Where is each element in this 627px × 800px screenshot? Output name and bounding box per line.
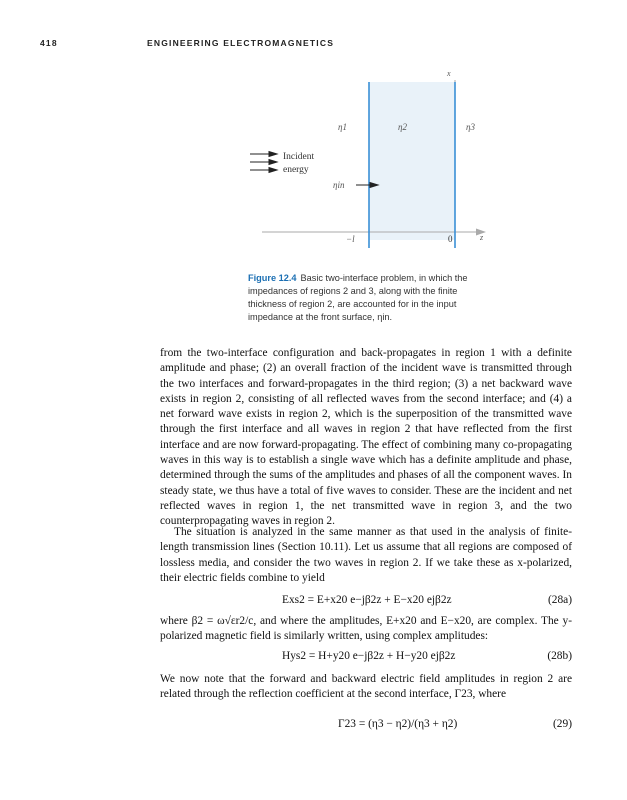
figure-caption [248, 272, 498, 324]
equation-28a: Exs2 = E+x20 e−jβ2z + E−x20 ejβ2z [282, 594, 452, 606]
page-number: 418 [40, 38, 58, 48]
running-title: ENGINEERING ELECTROMAGNETICS [147, 38, 335, 48]
region-2-shading [369, 82, 455, 240]
incident-label-line1: Incident [283, 152, 315, 162]
eta3-label: η3 [466, 122, 475, 132]
paragraph-3: where β2 = ω√εr2/c, and where the amplitudes, E+x20 and E−x20, are complex. The y-polarized magnetic field is similarly written, using complex amplitudes: [160, 615, 572, 643]
z-axis-label: z [480, 233, 484, 242]
incident-label-line2: energy [283, 165, 309, 175]
figure-label: Figure 12.4 [248, 273, 297, 283]
eta1-label: η1 [338, 122, 347, 132]
equation-29-number: (29) [553, 718, 572, 730]
paragraph-4: We now note that the forward and backward electric field amplitudes in region 2 are related through the reflection coefficient at the second interface, Γ23, where [160, 673, 572, 701]
equation-29: Γ23 = (η3 − η2)/(η3 + η2) [338, 718, 458, 730]
eta2-label: η2 [398, 122, 407, 132]
equation-28a-number: (28a) [547, 594, 572, 606]
tick-zero: 0 [448, 234, 453, 244]
equation-28b: Hys2 = H+y20 e−jβ2z + H−y20 ejβ2z [282, 650, 456, 662]
caption-text: Basic two-interface problem, in which the impedances of regions 2 and 3, along with the finite thickness of region 2, are accounted for in the input impedance at the front surface, ηin. [248, 273, 468, 322]
paragraph-2: The situation is analyzed in the same manner as that used in the analysis of finite-length transmission lines (Section 10.11). Let us assume that all regions are composed of lossless media, and consider the two waves in region 2. If we take these as x-polarized, their electric fields combine to yield [160, 526, 572, 584]
eta-in-label: ηin [333, 180, 345, 190]
tick-minus-l: −l [346, 234, 355, 244]
x-axis-label: x [447, 69, 451, 78]
paragraph-1: from the two-interface configuration and back-propagates in region 1 with a definite amplitude and phase; (2) an overall fraction of the incident wave is transmitted through the two interfaces and forward-propagates in the third region; (3) a net backward wave exists in region 2, consisting of all reflected waves from the second interface; and (4) a net forward wave exists in region 2, which is the superposition of the transmitted wave through the first interface and all waves in region 2 that have reflected from the first interface and are now forward-propagating. The effect of combining many co-propagating waves in this way is to establish a single wave which has a definite amplitude and phase, determined through the sums of the amplitudes and phases of all the component waves. In steady state, we thus have a total of five waves to consider. These are the incident and net reflected waves in region 1, the net transmitted wave in region 3, and the two counterpropagating waves in region 2. [160, 347, 572, 528]
incident-arrows [250, 152, 277, 173]
figure-two-interface [0, 0, 627, 270]
equation-28b-number: (28b) [547, 650, 572, 662]
